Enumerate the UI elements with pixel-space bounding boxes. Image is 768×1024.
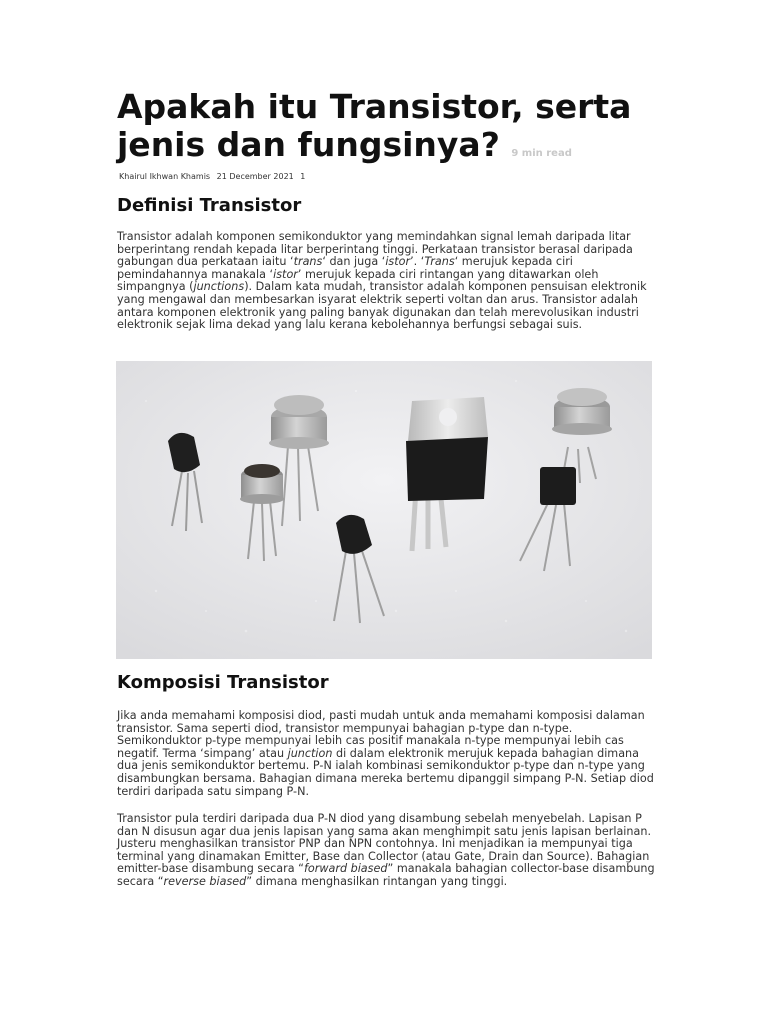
paragraph-komposisi-2: Transistor pula terdiri daripada dua P-N diod yang disambung sebelah menyebelah. Lapisan P dan N disusun agar dua jenis lapisan yang sama akan menghimpit satu jenis lapisan berlainan. Justeru menghasilkan transistor PNP dan NPN contohnya. Ini menjadikan ia mempunyai tiga terminal yang dinamakan Emitter, Base dan Collector (atau Gate, Drain dan Source). Bahagian emitter-base disambung secara “forward biased” manakala bahagian collector-base disambung secara “reverse biased” dimana menghasilkan rintangan yang tinggi.	[117, 812, 655, 888]
metal-can-top	[274, 395, 324, 415]
publish-date: 21 December 2021	[216, 172, 294, 181]
section-heading-komposisi: Komposisi Transistor	[117, 672, 329, 693]
article-meta	[119, 172, 309, 181]
paragraph-komposisi-1: Jika anda memahami komposisi diod, pasti mudah untuk anda memahami komposisi dalaman transistor. Sama seperti diod, transistor mempunyai bahagian p-type dan n-type. Semikonduktor p-type mempunyai lebih cas positif manakala n-type mempunyai lebih cas negatif. Terma ‘simpang’ atau junction di dalam elektronik merujuk kepada bahagian dimana dua jenis semikonduktor bertemu. P-N ialah kombinasi semikonduktor p-type dan n-type yang disambungkan bersama. Bahagian dimana mereka bertemu dipanggil simpang P-N. Setiap diod terdiri daripada satu simpang P-N.	[117, 709, 654, 798]
section-heading-definisi: Definisi Transistor	[117, 195, 302, 216]
article-title-text: Apakah itu Transistor, serta jenis dan fungsinya?	[117, 87, 632, 164]
to220-body	[406, 437, 488, 501]
article-title	[117, 88, 677, 173]
read-time: 9 min read	[511, 148, 572, 159]
to92-body-right	[540, 467, 576, 505]
comment-count[interactable]: 1	[300, 172, 306, 181]
paragraph-definisi: Transistor adalah komponen semikonduktor yang memindahkan signal lemah daripada litar berperintang rendah kepada litar berperintang tinggi. Perkataan transistor berasal daripada gabungan dua perkataan iaitu ‘trans‘ dan juga ‘istor’. ‘Trans‘ merujuk kepada ciri pemindahannya manakala ‘istor’ merujuk kepada ciri rintangan yang ditawarkan oleh simpangnya (junctions). Dalam kata mudah, transistor adalah komponen pensuisan elektronik yang mengawal dan membesarkan isyarat elektrik seperti voltan dan arus. Transistor adalah antara komponen elektronik yang paling banyak digunakan dan telah merevolusikan industri elektronik sejak lima dekad yang lalu kerana kebolehannya berfungsi sebagai suis.	[117, 230, 647, 332]
transistors-illustration	[116, 361, 652, 659]
transistors-photo	[116, 361, 652, 659]
author-name[interactable]: Khairul Ikhwan Khamis	[119, 172, 211, 181]
